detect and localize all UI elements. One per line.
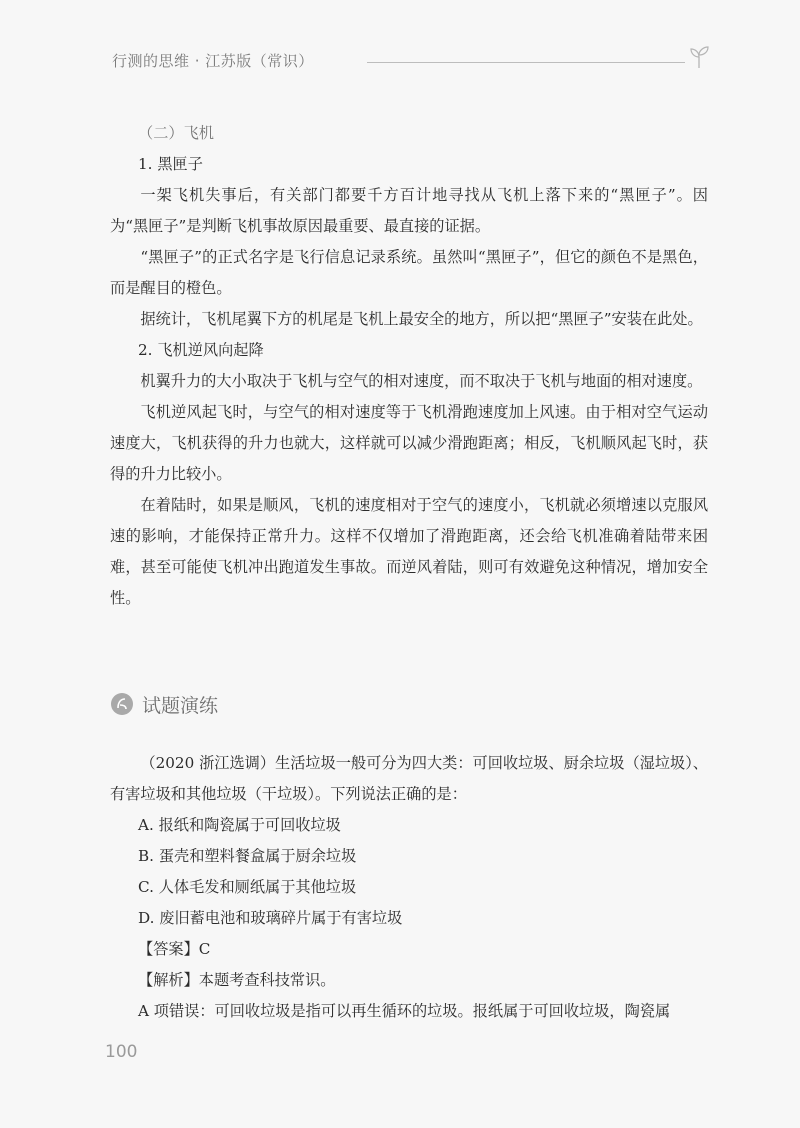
page-number: 100 xyxy=(105,1042,138,1062)
practice-question xyxy=(110,748,708,1027)
paragraph: 机翼升力的大小取决于飞机与空气的相对速度，而不取决于飞机与地面的相对速度。 xyxy=(140,372,703,390)
subsection-title-headwind: 2. 飞机逆风向起降 xyxy=(138,341,264,359)
subsection-title-black-box: 1. 黑匣子 xyxy=(138,155,203,173)
analysis-option-a: A 项错误：可回收垃圾是指可以再生循环的垃圾。报纸属于可回收垃圾，陶瓷属 xyxy=(138,1002,671,1020)
header-rule xyxy=(367,62,685,63)
section-heading: （二）飞机 xyxy=(138,124,214,142)
airplane-section xyxy=(110,118,708,614)
option-b: B. 蛋壳和塑料餐盒属于厨余垃圾 xyxy=(138,847,357,865)
answer-line: 【答案】C xyxy=(138,940,211,958)
paragraph: “黑匣子”的正式名字是飞行信息记录系统。虽然叫“黑匣子”，但它的颜色不是黑色，而是醒目的橙色。 xyxy=(110,248,708,297)
practice-title: 试题演练 xyxy=(142,695,219,717)
option-c: C. 人体毛发和厕纸属于其他垃圾 xyxy=(138,878,357,896)
circle-badge-icon xyxy=(110,692,134,716)
header-title: 行测的思维 · 江苏版（常识） xyxy=(112,52,314,70)
question-stem: （2020 浙江选调）生活垃圾一般可分为四大类：可回收垃圾、厨余垃圾（湿垃圾）、有害垃圾和其他垃圾（干垃圾）。下列说法正确的是： xyxy=(110,754,708,803)
option-a: A. 报纸和陶瓷属于可回收垃圾 xyxy=(138,816,341,834)
option-d: D. 废旧蓄电池和玻璃碎片属于有害垃圾 xyxy=(138,909,403,927)
sprout-icon xyxy=(686,44,712,70)
paragraph: 在着陆时，如果是顺风，飞机的速度相对于空气的速度小，飞机就必须增速以克服风速的影响，才能保持正常升力。这样不仅增加了滑跑距离，还会给飞机准确着陆带来困难，甚至可能使飞机冲出跑道发生事故。而逆风着陆，则可有效避免这种情况，增加安全性。 xyxy=(110,496,708,607)
paragraph: 据统计，飞机尾翼下方的机尾是飞机上最安全的地方，所以把“黑匣子”安装在此处。 xyxy=(140,310,703,328)
running-header xyxy=(112,44,712,74)
analysis-line: 【解析】本题考查科技常识。 xyxy=(138,971,336,989)
practice-heading xyxy=(110,690,410,720)
paragraph: 飞机逆风起飞时，与空气的相对速度等于飞机滑跑速度加上风速。由于相对空气运动速度大，飞机获得的升力也就大，这样就可以减少滑跑距离；相反，飞机顺风起飞时，获得的升力比较小。 xyxy=(110,403,708,483)
paragraph: 一架飞机失事后，有关部门都要千方百计地寻找从飞机上落下来的“黑匣子”。因为“黑匣子”是判断飞机事故原因最重要、最直接的证据。 xyxy=(110,186,708,235)
